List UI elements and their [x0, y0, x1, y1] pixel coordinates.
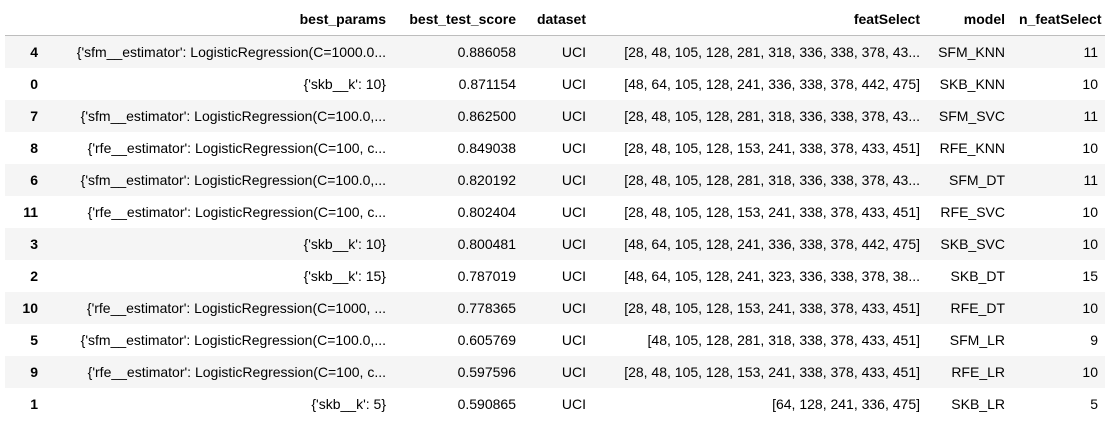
cell-n-featselect: 15 — [1082, 268, 1098, 284]
table-row — [5, 100, 1105, 132]
cell-best-test-score: 0.778365 — [457, 300, 516, 316]
row-index: 2 — [30, 268, 38, 284]
cell-dataset: UCI — [561, 44, 586, 60]
row-index: 5 — [30, 332, 38, 348]
table-row — [5, 324, 1105, 356]
cell-n-featselect: 11 — [1083, 108, 1098, 124]
cell-best-params: {'skb__k': 5} — [311, 396, 386, 412]
cell-model: SKB_DT — [950, 268, 1005, 284]
cell-featselect: [28, 48, 105, 128, 153, 241, 338, 378, 433, 451] — [624, 364, 920, 380]
cell-model: RFE_KNN — [939, 140, 1005, 156]
header-n-featselect: n_featSelect — [1012, 3, 1105, 36]
cell-dataset: UCI — [561, 204, 586, 220]
cell-dataset: UCI — [561, 172, 586, 188]
cell-n-featselect: 10 — [1082, 364, 1098, 380]
cell-model: RFE_LR — [951, 364, 1005, 380]
cell-dataset: UCI — [561, 364, 586, 380]
row-index: 6 — [30, 172, 38, 188]
header-best-params: best_params — [45, 3, 393, 36]
table-row — [5, 196, 1105, 228]
cell-featselect: [64, 128, 241, 336, 475] — [772, 396, 920, 412]
header-row — [5, 3, 1105, 36]
table-body — [5, 36, 1105, 421]
cell-best-test-score: 0.590865 — [457, 396, 516, 412]
cell-dataset: UCI — [561, 268, 586, 284]
cell-best-params: {'rfe__estimator': LogisticRegression(C=1000, ... — [86, 300, 386, 316]
row-index: 9 — [30, 364, 38, 380]
cell-n-featselect: 10 — [1082, 76, 1098, 92]
cell-model: SFM_SVC — [938, 108, 1005, 124]
cell-featselect: [48, 64, 105, 128, 241, 336, 338, 378, 442, 475] — [624, 76, 920, 92]
cell-best-test-score: 0.849038 — [457, 140, 516, 156]
row-index: 1 — [30, 396, 38, 412]
cell-model: SKB_SVC — [940, 236, 1005, 252]
cell-featselect: [28, 48, 105, 128, 153, 241, 338, 378, 433, 451] — [624, 140, 920, 156]
cell-dataset: UCI — [561, 76, 586, 92]
cell-dataset: UCI — [561, 332, 586, 348]
table-row — [5, 68, 1105, 100]
table-row — [5, 132, 1105, 164]
header-model: model — [927, 3, 1012, 36]
cell-model: SFM_KNN — [938, 44, 1005, 60]
header-featselect: featSelect — [593, 3, 927, 36]
row-index: 3 — [30, 236, 38, 252]
table-row — [5, 164, 1105, 196]
results-dataframe — [5, 3, 1105, 420]
row-index: 11 — [23, 204, 38, 220]
row-index: 0 — [30, 76, 38, 92]
cell-best-test-score: 0.800481 — [457, 236, 516, 252]
cell-featselect: [48, 64, 105, 128, 241, 336, 338, 378, 442, 475] — [624, 236, 920, 252]
cell-n-featselect: 9 — [1090, 332, 1098, 348]
row-index: 10 — [22, 300, 38, 316]
cell-best-test-score: 0.886058 — [457, 44, 516, 60]
cell-dataset: UCI — [561, 396, 586, 412]
cell-best-params: {'skb__k': 15} — [303, 268, 386, 284]
cell-model: RFE_DT — [950, 300, 1005, 316]
cell-best-test-score: 0.787019 — [457, 268, 516, 284]
cell-featselect: [28, 48, 105, 128, 281, 318, 336, 338, 378, 43... — [624, 108, 920, 124]
table-row — [5, 228, 1105, 260]
cell-n-featselect: 10 — [1082, 140, 1098, 156]
table-row — [5, 388, 1105, 420]
row-index: 8 — [30, 140, 38, 156]
table-row — [5, 292, 1105, 324]
cell-model: SFM_LR — [949, 332, 1005, 348]
row-index: 7 — [30, 108, 38, 124]
header-best-test-score: best_test_score — [393, 3, 523, 36]
cell-model: RFE_SVC — [940, 204, 1005, 220]
cell-featselect: [48, 64, 105, 128, 241, 323, 336, 338, 378, 38... — [624, 268, 920, 284]
cell-best-test-score: 0.802404 — [457, 204, 516, 220]
cell-featselect: [28, 48, 105, 128, 281, 318, 336, 338, 378, 43... — [624, 172, 920, 188]
cell-best-params: {'rfe__estimator': LogisticRegression(C=100, c... — [87, 204, 386, 220]
cell-best-params: {'skb__k': 10} — [303, 76, 386, 92]
cell-n-featselect: 10 — [1082, 236, 1098, 252]
cell-n-featselect: 10 — [1082, 204, 1098, 220]
cell-model: SKB_LR — [951, 396, 1005, 412]
cell-dataset: UCI — [561, 300, 586, 316]
cell-best-params: {'sfm__estimator': LogisticRegression(C=100.0,... — [80, 332, 386, 348]
table-row — [5, 260, 1105, 292]
cell-featselect: [28, 48, 105, 128, 153, 241, 338, 378, 433, 451] — [624, 204, 920, 220]
table-row — [5, 356, 1105, 388]
cell-dataset: UCI — [561, 236, 586, 252]
cell-best-params: {'rfe__estimator': LogisticRegression(C=100, c... — [87, 140, 386, 156]
cell-best-params: {'sfm__estimator': LogisticRegression(C=100.0,... — [80, 172, 386, 188]
cell-n-featselect: 11 — [1083, 172, 1098, 188]
cell-best-params: {'skb__k': 10} — [303, 236, 386, 252]
cell-best-test-score: 0.871154 — [458, 76, 516, 92]
cell-featselect: [28, 48, 105, 128, 153, 241, 338, 378, 433, 451] — [624, 300, 920, 316]
cell-model: SKB_KNN — [939, 76, 1005, 92]
header-dataset: dataset — [523, 3, 593, 36]
cell-n-featselect: 5 — [1090, 396, 1098, 412]
cell-featselect: [28, 48, 105, 128, 281, 318, 336, 338, 378, 43... — [624, 44, 920, 60]
cell-best-test-score: 0.820192 — [457, 172, 516, 188]
cell-best-params: {'sfm__estimator': LogisticRegression(C=100.0,... — [80, 108, 386, 124]
cell-best-test-score: 0.605769 — [457, 332, 516, 348]
table-header — [5, 3, 1105, 36]
row-index: 4 — [30, 44, 38, 60]
cell-model: SFM_DT — [949, 172, 1005, 188]
cell-dataset: UCI — [561, 140, 586, 156]
cell-best-test-score: 0.862500 — [457, 108, 516, 124]
cell-dataset: UCI — [561, 108, 586, 124]
table-row — [5, 36, 1105, 69]
header-index — [5, 3, 45, 36]
cell-n-featselect: 10 — [1082, 300, 1098, 316]
cell-best-test-score: 0.597596 — [457, 364, 516, 380]
cell-best-params: {'sfm__estimator': LogisticRegression(C=1000.0... — [76, 44, 386, 60]
cell-featselect: [48, 105, 128, 281, 318, 338, 378, 433, 451] — [647, 332, 920, 348]
cell-n-featselect: 11 — [1083, 44, 1098, 60]
cell-best-params: {'rfe__estimator': LogisticRegression(C=100, c... — [87, 364, 386, 380]
